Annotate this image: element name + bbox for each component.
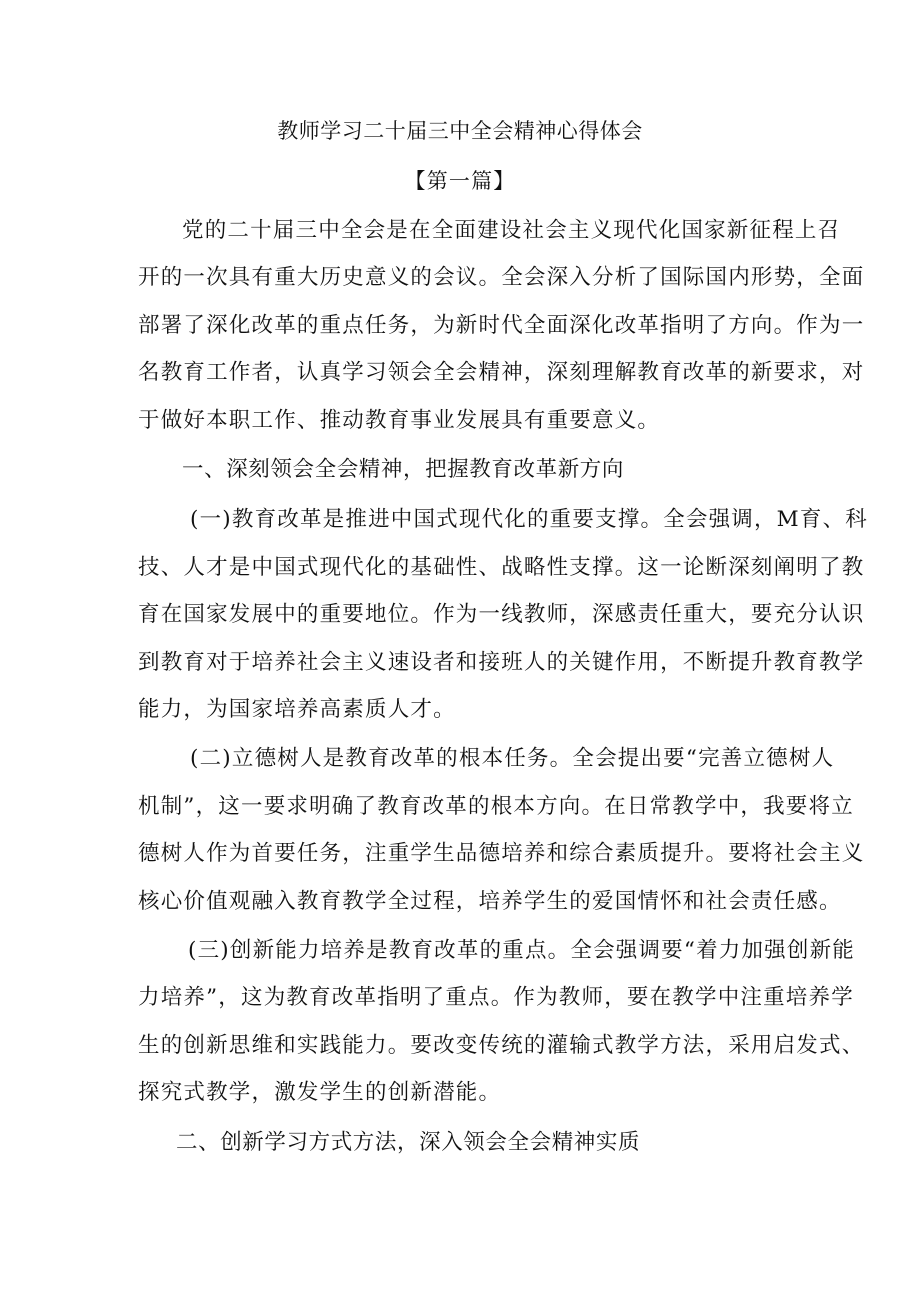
paragraph-line: 名教育工作者，认真学习领会全会精神，深刻理解教育改革的新要求，对 [138,360,865,385]
paragraph-line: 能力，为国家培养高素质人才。 [138,697,456,722]
paragraph-line: 技、人才是中国式现代化的基础性、战略性支撑。这一论断深刻阐明了教 [138,555,865,580]
paragraph-line: 生的创新思维和实践能力。要改变传统的灌输式教学方法，采用启发式、 [138,1033,865,1058]
paragraph-line: 于做好本职工作、推动教育事业发展具有重要意义。 [138,408,661,433]
paragraph-line: (二)立德树人是教育改革的根本任务。全会提出要“完善立德树人 [190,746,835,771]
paragraph-line: 党的二十届三中全会是在全面建设社会主义现代化国家新征程上召 [182,218,841,243]
paragraph-line: 到教育对于培养社会主义速设者和接班人的关键作用，不断提升教育教学 [138,650,865,675]
paragraph-line: (三)创新能力培养是教育改革的重点。全会强调要“着力加强创新能 [188,938,855,963]
paragraph-line: 力培养”，这为教育改革指明了重点。作为教师，要在教学中注重培养学 [138,985,854,1010]
paragraph-line: 部署了深化改革的重点任务，为新时代全面深化改革指明了方向。作为一 [138,313,865,338]
paragraph-line: 开的一次具有重大历史意义的会议。全会深入分析了国际国内形势，全面 [138,265,865,290]
section-label: 【第一篇】 [404,169,516,193]
document-title: 教师学习二十届三中全会精神心得体会 [277,119,643,143]
paragraph-line: 探究式教学，激发学生的创新潜能。 [138,1080,502,1105]
section-heading-1: 一、深刻领会全会精神，把握教育改革新方向 [182,457,625,482]
paragraph-line: 德树人作为首要任务，注重学生品德培养和综合素质提升。要将社会主义 [138,841,865,866]
paragraph-line: (一)教育改革是推进中国式现代化的重要支撑。全会强调，M育、科 [190,507,868,532]
paragraph-line: 核心价值观融入教育教学全过程，培养学生的爱国情怀和社会责任感。 [138,889,842,914]
paragraph-line: 育在国家发展中的重要地位。作为一线教师，深感责任重大，要充分认识 [138,602,865,627]
paragraph-line: 机制”，这一要求明确了教育改革的根本方向。在日常教学中，我要将立 [138,794,854,819]
section-heading-2: 二、创新学习方式方法，深入领会全会精神实质 [176,1130,641,1155]
